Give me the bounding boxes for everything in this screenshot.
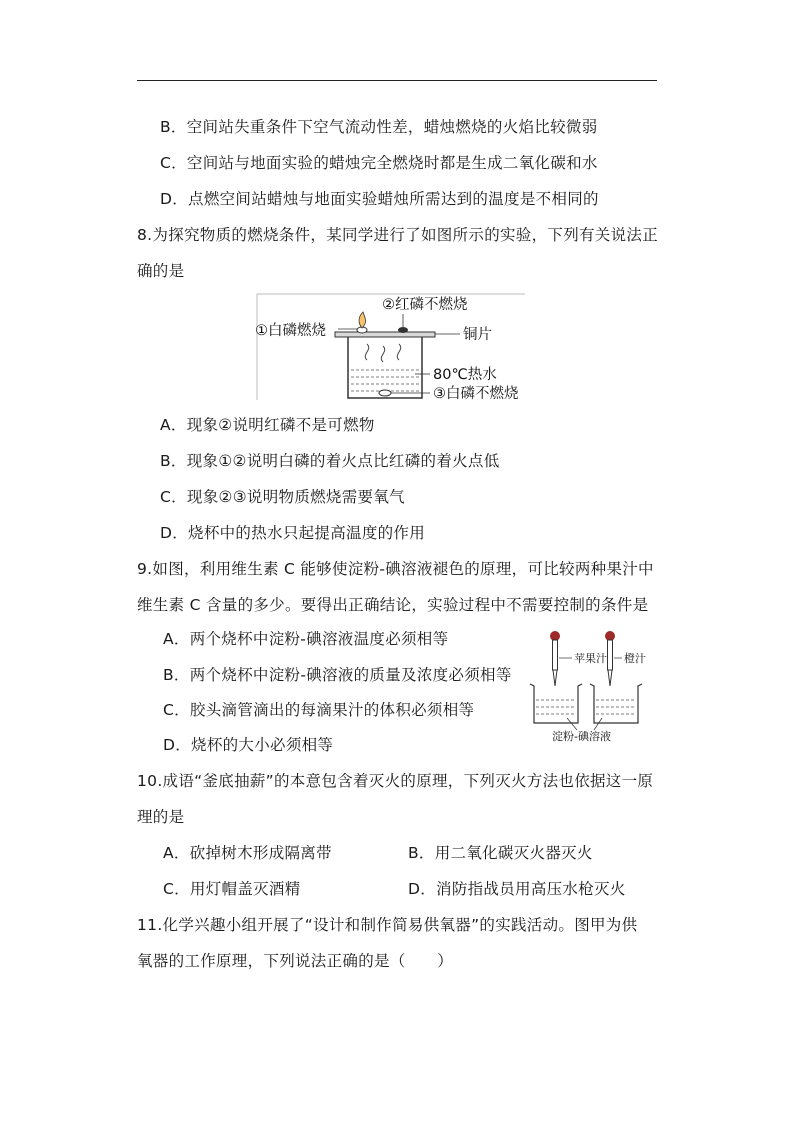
q10-stem-line1: 10.成语“釜底抽薪”的本意包含着灭火的原理，下列灭火方法也依据这一原	[137, 772, 654, 790]
q10-option-c: C．用灯帽盖灭酒精	[163, 880, 301, 898]
q7-option-c: C．空间站与地面实验的蜡烛完全燃烧时都是生成二氧化碳和水	[160, 154, 598, 172]
q9-option-c: C．胶头滴管滴出的每滴果汁的体积必须相等	[163, 701, 475, 719]
label-red-no-burn: ②红磷不燃烧	[382, 297, 468, 313]
q8-stem-line1: 8.为探究物质的燃烧条件，某同学进行了如图所示的实验，下列有关说法正	[137, 226, 658, 244]
q10-option-a: A．砍掉树木形成隔离带	[163, 844, 332, 862]
beaker	[348, 337, 422, 398]
q8-option-b: B．现象①②说明白磷的着火点比红磷的着火点低	[160, 452, 500, 470]
steam-1	[365, 344, 368, 360]
label-copper: 铜片	[463, 327, 492, 343]
label-white-burn: ①白磷燃烧	[255, 323, 326, 339]
q11-stem-line1: 11.化学兴趣小组开展了“设计和制作简易供氧器”的实践活动。图甲为供	[137, 916, 638, 934]
beaker-left	[530, 684, 582, 723]
q9-option-b: B．两个烧杯中淀粉-碘溶液的质量及浓度必须相等	[163, 666, 512, 684]
label-starch-iodine: 淀粉-碘溶液	[552, 730, 611, 743]
q10-option-d: D．消防指战员用高压水枪灭火	[408, 880, 626, 898]
dropper-left	[553, 640, 558, 670]
q7-option-d: D．点燃空间站蜡烛与地面实验蜡烛所需达到的温度是不相同的	[160, 190, 599, 208]
q11-stem-line2: 氧器的工作原理，下列说法正确的是（ ）	[137, 952, 454, 970]
dropper-right	[608, 640, 613, 670]
q8-stem-line2: 确的是	[137, 262, 185, 280]
header-rule	[137, 80, 657, 81]
vitamin-c-figure	[522, 628, 662, 746]
flame-icon	[359, 312, 366, 328]
steam-3	[397, 344, 400, 360]
label-hot-water: 80℃热水	[433, 367, 497, 383]
q8-option-a: A．现象②说明红磷不是可燃物	[160, 416, 375, 434]
q8-option-d: D．烧杯中的热水只起提高温度的作用	[160, 524, 426, 542]
red-phosphorus	[398, 327, 408, 333]
q7-option-b: B．空间站失重条件下空气流动性差，蜡烛燃烧的火焰比较微弱	[160, 118, 598, 136]
q9-stem-line1: 9.如图，利用维生素 C 能够使淀粉-碘溶液褪色的原理，可比较两种果汁中	[137, 560, 654, 578]
label-white-no-burn: ③白磷不燃烧	[433, 386, 519, 402]
q8-option-c: C．现象②③说明物质燃烧需要氧气	[160, 488, 405, 506]
q9-option-a: A．两个烧杯中淀粉-碘溶液温度必须相等	[163, 630, 449, 648]
copper-plate	[335, 332, 435, 337]
steam-2	[381, 346, 384, 362]
beaker-right	[590, 684, 642, 723]
combustion-experiment-figure	[255, 292, 530, 405]
q9-stem-line2: 维生素 C 含量的多少。要得出正确结论，实验过程中不需要控制的条件是	[137, 596, 649, 614]
white-phosphorus-3	[379, 390, 391, 396]
label-apple-juice: 苹果汁	[574, 652, 607, 665]
q10-option-b: B．用二氧化碳灭火器灭火	[408, 844, 593, 862]
label-orange-juice: 橙汁	[624, 652, 646, 665]
q9-option-d: D．烧杯的大小必须相等	[163, 736, 334, 754]
q10-stem-line2: 理的是	[137, 808, 185, 826]
